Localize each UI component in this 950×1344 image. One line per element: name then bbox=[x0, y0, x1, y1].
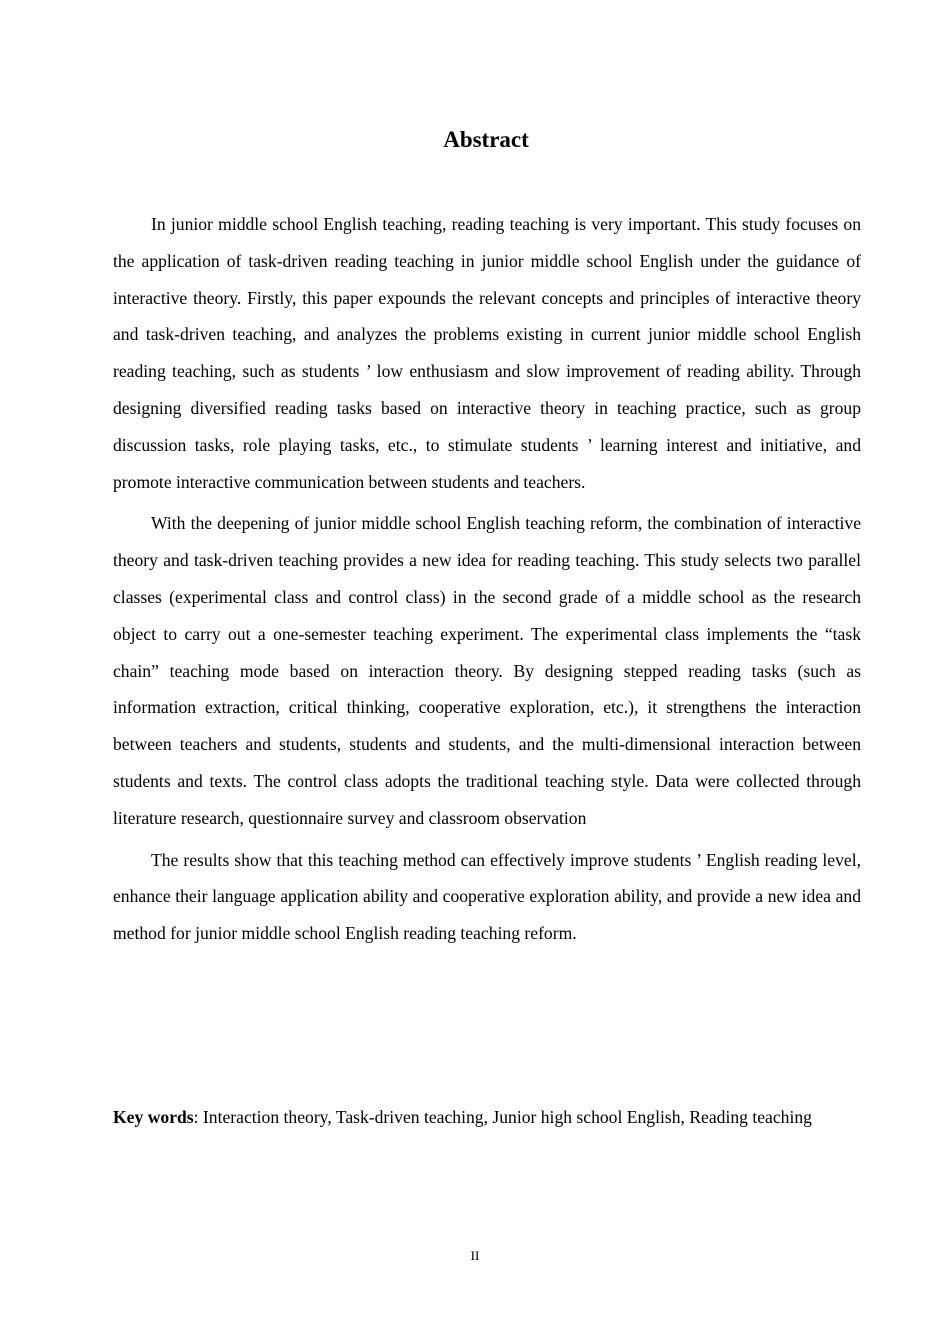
page-title: Abstract bbox=[443, 127, 529, 152]
keywords-separator: : bbox=[193, 1107, 199, 1127]
page-number: II bbox=[470, 1248, 480, 1263]
abstract-body bbox=[113, 206, 861, 957]
abstract-paragraph-2: With the deepening of junior middle school English teaching reform, the combination of interactive theory and task-driven teaching provides a new idea for reading teaching. This study selects two parallel classes (experimental class and control class) in the second grade of a middle school as the research object to carry out a one-semester teaching experiment. The experimental class implements the “task chain” teaching mode based on interaction theory. By designing stepped reading tasks (such as information extraction, critical thinking, cooperative exploration, etc.), it strengthens the interaction between teachers and students, students and students, and the multi-dimensional interaction between students and texts. The control class adopts the traditional teaching style. Data were collected through literature research, questionnaire survey and classroom observation bbox=[113, 513, 861, 828]
keywords-label: Key words bbox=[113, 1107, 194, 1127]
abstract-paragraph-1: In junior middle school English teaching, reading teaching is very important. This study focuses on the application of task-driven reading teaching in junior middle school English under the guidance of interactive theory. Firstly, this paper expounds the relevant concepts and principles of interactive theory and task-driven teaching, and analyzes the problems existing in current junior middle school English reading teaching, such as students ’ low enthusiasm and slow improvement of reading ability. Through designing diversified reading tasks based on interactive theory in teaching practice, such as group discussion tasks, role playing tasks, etc., to stimulate students ’ learning interest and initiative, and promote interactive communication between students and teachers. bbox=[113, 214, 861, 492]
keywords-text: Interaction theory, Task-driven teaching, Junior high school English, Reading teaching bbox=[198, 1107, 812, 1127]
keywords-line bbox=[113, 1099, 861, 1136]
abstract-paragraph-3: The results show that this teaching method can effectively improve students ’ English reading level, enhance their language application ability and cooperative exploration ability, and provide a new idea and method for junior middle school English reading teaching reform. bbox=[113, 849, 861, 944]
